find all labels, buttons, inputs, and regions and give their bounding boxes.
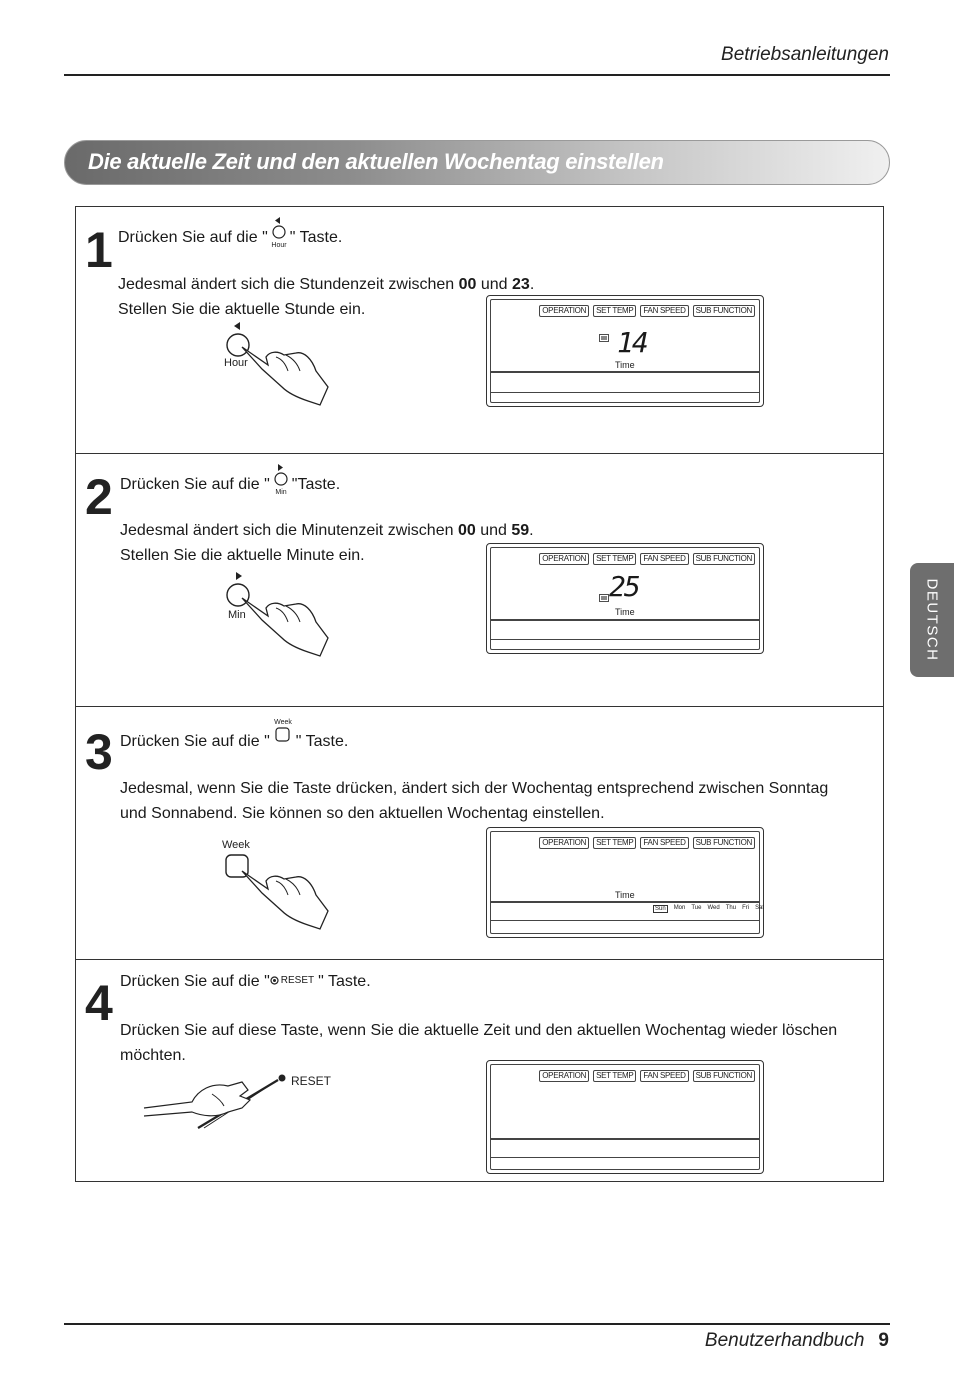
lcd-label-set-temp: SET TEMP xyxy=(593,1070,636,1082)
lcd-day-sat: Sat xyxy=(755,905,765,911)
lcd-label-fan-speed: FAN SPEED xyxy=(640,837,688,849)
step-number: 3 xyxy=(85,724,113,780)
lcd-label-set-temp: SET TEMP xyxy=(593,837,636,849)
lcd-day-fri: Fri xyxy=(742,905,750,911)
language-tab[interactable] xyxy=(910,563,954,677)
lcd-label-fan-speed: FAN SPEED xyxy=(640,305,688,317)
step-2-box xyxy=(75,453,884,707)
lcd-label-sub-function: SUB FUNCTION xyxy=(693,837,755,849)
step-4-instruction: Drücken Sie auf die " RESET " Taste. xyxy=(120,973,371,990)
language-tab-label: DEUTSCH xyxy=(923,578,941,662)
lcd-time-label: Time xyxy=(615,607,635,617)
lcd-time-label: Time xyxy=(615,360,635,370)
lcd-am-indicator-icon xyxy=(599,334,609,342)
svg-text:Min: Min xyxy=(275,489,287,496)
step-2-description-2: Stellen Sie die aktuelle Minute ein. xyxy=(120,547,365,564)
header-title: Betriebsanleitungen xyxy=(721,44,889,65)
footer-rule xyxy=(64,1323,890,1325)
lcd-mode-labels xyxy=(539,837,755,849)
remote-lcd-display xyxy=(486,1060,764,1174)
page-number: 9 xyxy=(878,1330,889,1351)
section-banner xyxy=(64,140,890,185)
week-button-inline-icon xyxy=(270,719,296,749)
lcd-minute-value: 25 xyxy=(609,570,639,603)
step-4-box xyxy=(75,959,884,1182)
step-1-description-2: Stellen Sie die aktuelle Stunde ein. xyxy=(118,301,366,318)
lcd-day-wed: Wed xyxy=(707,905,720,911)
step-3-instruction: Drücken Sie auf die " Week " Taste. xyxy=(120,719,349,750)
lcd-label-sub-function: SUB FUNCTION xyxy=(693,1070,755,1082)
step-4-description: Drücken Sie auf diese Taste, wenn Sie die aktuelle Zeit und den aktuellen Wochentag wieder löschen xyxy=(120,1022,838,1039)
step-number: 4 xyxy=(85,975,113,1031)
hand-pressing-week-button-icon xyxy=(216,851,336,941)
lcd-day-sun: Sun xyxy=(655,906,666,912)
section-title: Die aktuelle Zeit und den aktuellen Wochentag einstellen xyxy=(88,149,664,174)
footer-title: Benutzerhandbuch 9 xyxy=(704,1330,889,1351)
reset-button-label: RESET xyxy=(291,1074,332,1088)
remote-lcd-display xyxy=(486,543,764,654)
lcd-time-label: Time xyxy=(615,890,635,900)
svg-text:Week: Week xyxy=(273,719,292,726)
hour-button-inline-icon xyxy=(268,227,290,249)
lcd-label-operation: OPERATION xyxy=(539,837,589,849)
step-1-description: Jedesmal ändert sich die Stundenzeit zwischen 00 und 23. xyxy=(118,276,535,293)
lcd-label-fan-speed: FAN SPEED xyxy=(640,553,688,565)
step-1-box xyxy=(75,206,884,454)
step-2-instruction: Drücken Sie auf die " Min "Taste. xyxy=(120,474,340,494)
week-button-label: Week xyxy=(222,839,250,851)
step-number: 1 xyxy=(85,222,113,278)
step-3-description: Jedesmal, wenn Sie die Taste drücken, ändert sich der Wochentag entsprechend zwischen Sonntag xyxy=(120,780,829,797)
lcd-label-operation: OPERATION xyxy=(539,553,589,565)
lcd-day-mon: Mon xyxy=(673,905,686,911)
svg-text:Hour: Hour xyxy=(271,242,287,249)
remote-lcd-display xyxy=(486,827,764,938)
hand-with-pen-pressing-reset-icon xyxy=(142,1068,292,1132)
lcd-weekday-row xyxy=(653,905,764,913)
step-3-box xyxy=(75,706,884,960)
step-3-description-2: und Sonnabend. Sie können so den aktuellen Wochentag einstellen. xyxy=(120,805,605,822)
step-4-description-2: möchten. xyxy=(120,1047,186,1064)
min-button-inline-icon xyxy=(270,474,292,496)
lcd-label-operation: OPERATION xyxy=(539,1070,589,1082)
reset-inline-label: RESET xyxy=(280,975,315,986)
lcd-day-thu: Thu xyxy=(725,905,737,911)
reset-button-inline-icon xyxy=(270,976,279,985)
hour-button-label: Hour xyxy=(224,357,248,369)
lcd-label-operation: OPERATION xyxy=(539,305,589,317)
step-number: 2 xyxy=(85,469,113,525)
lcd-label-set-temp: SET TEMP xyxy=(593,305,636,317)
step-1-instruction: Drücken Sie auf die " Hour " Taste. xyxy=(118,227,342,247)
lcd-hour-value: 14 xyxy=(617,326,647,359)
lcd-label-set-temp: SET TEMP xyxy=(593,553,636,565)
step-2-description: Jedesmal ändert sich die Minutenzeit zwischen 00 und 59. xyxy=(120,522,534,539)
lcd-am-indicator-icon xyxy=(599,594,609,602)
lcd-mode-labels xyxy=(539,1070,755,1082)
lcd-label-fan-speed: FAN SPEED xyxy=(640,1070,688,1082)
lcd-day-tue: Tue xyxy=(691,905,702,911)
lcd-mode-labels xyxy=(539,553,755,565)
remote-lcd-display xyxy=(486,295,764,407)
lcd-mode-labels xyxy=(539,305,755,317)
lcd-label-sub-function: SUB FUNCTION xyxy=(693,305,755,317)
min-button-label: Min xyxy=(228,609,246,621)
lcd-label-sub-function: SUB FUNCTION xyxy=(693,553,755,565)
header-rule xyxy=(64,74,890,76)
